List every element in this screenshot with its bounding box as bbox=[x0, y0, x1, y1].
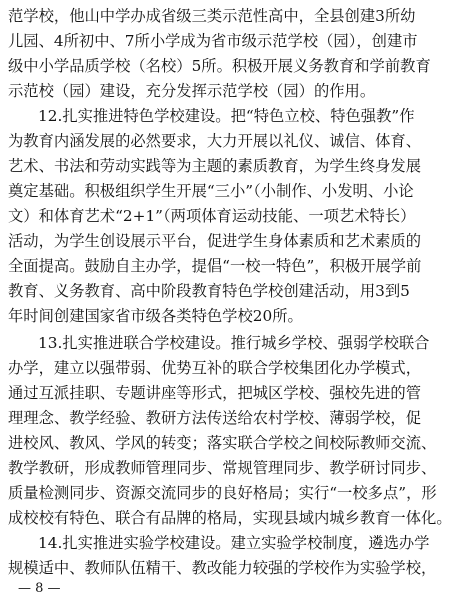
text-line-18: 进校风、教风、学风的转变；落实联合学校之间校际教师交流、 bbox=[8, 434, 437, 452]
text-line-21: 成校校有特色、联合有品牌的格局，实现县域内城乡教育一体化。 bbox=[8, 509, 452, 527]
page-number: — 8 — bbox=[18, 581, 61, 596]
text-line-12: 教育、义务教育、高中阶段教育特色学校创建活动，用3到5 bbox=[8, 282, 410, 300]
section-14-heading-line: 14.扎实推进实验学校建设。建立实验学校制度，遴选办学 bbox=[38, 534, 430, 552]
text-line-20: 质量检测同步、资源交流同步的良好格局；实行“一校多点”，形 bbox=[8, 484, 437, 502]
text-line-23: 规模适中、教师队伍精干、教改能力较强的学校作为实验学校， bbox=[8, 559, 437, 577]
section-12-heading-line: 12.扎实推进特色学校建设。把“特色立校、特色强教”作 bbox=[38, 107, 415, 125]
text-line-7: 艺术、书法和劳动实践等为主题的素质教育，为学生终身发展 bbox=[8, 157, 422, 175]
text-line-13: 年时间创建国家省市级各类特色学校20所。 bbox=[8, 307, 303, 325]
text-line-4: 示范校（园）建设，充分发挥示范学校（园）的作用。 bbox=[8, 82, 376, 100]
text-line-9: 文）和体育艺术“2+1”（两项体育运动技能、一项艺术特长） bbox=[8, 207, 416, 225]
text-line-10: 活动，为学生创设展示平台，促进学生身体素质和艺术素质的 bbox=[8, 232, 422, 250]
text-line-19: 教学教研，形成教师管理同步、常规管理同步、教学研讨同步、 bbox=[8, 459, 437, 477]
text-line-11: 全面提高。鼓励自主办学，提倡“一校一特色”，积极开展学前 bbox=[8, 257, 422, 275]
section-13-heading-line: 13.扎实推进联合学校建设。推行城乡学校、强弱学校联合 bbox=[38, 334, 430, 352]
text-line-16: 通过互派挂职、专题讲座等形式，把城区学校、强校先进的管 bbox=[8, 384, 422, 402]
text-line-15: 办学，建立以强带弱、优势互补的联合学校集团化办学模式， bbox=[8, 359, 422, 377]
text-line-2: 儿园、4所初中、7所小学成为省市级示范学校（园），创建市 bbox=[8, 32, 418, 50]
text-line-6: 为教育内涵发展的必然要求，大力开展以礼仪、诚信、体育、 bbox=[8, 132, 422, 150]
text-line-3: 级中小学品质学校（名校）5所。积极开展义务教育和学前教育 bbox=[8, 57, 431, 75]
text-line-17: 理理念、教学经验、教研方法传送给农村学校、薄弱学校，促 bbox=[8, 409, 422, 427]
text-line-8: 奠定基础。积极组织学生开展“三小”（小制作、小发明、小论 bbox=[8, 182, 414, 200]
text-line-1: 范学校，他山中学办成省级三类示范性高中，全县创建3所幼 bbox=[8, 7, 416, 25]
